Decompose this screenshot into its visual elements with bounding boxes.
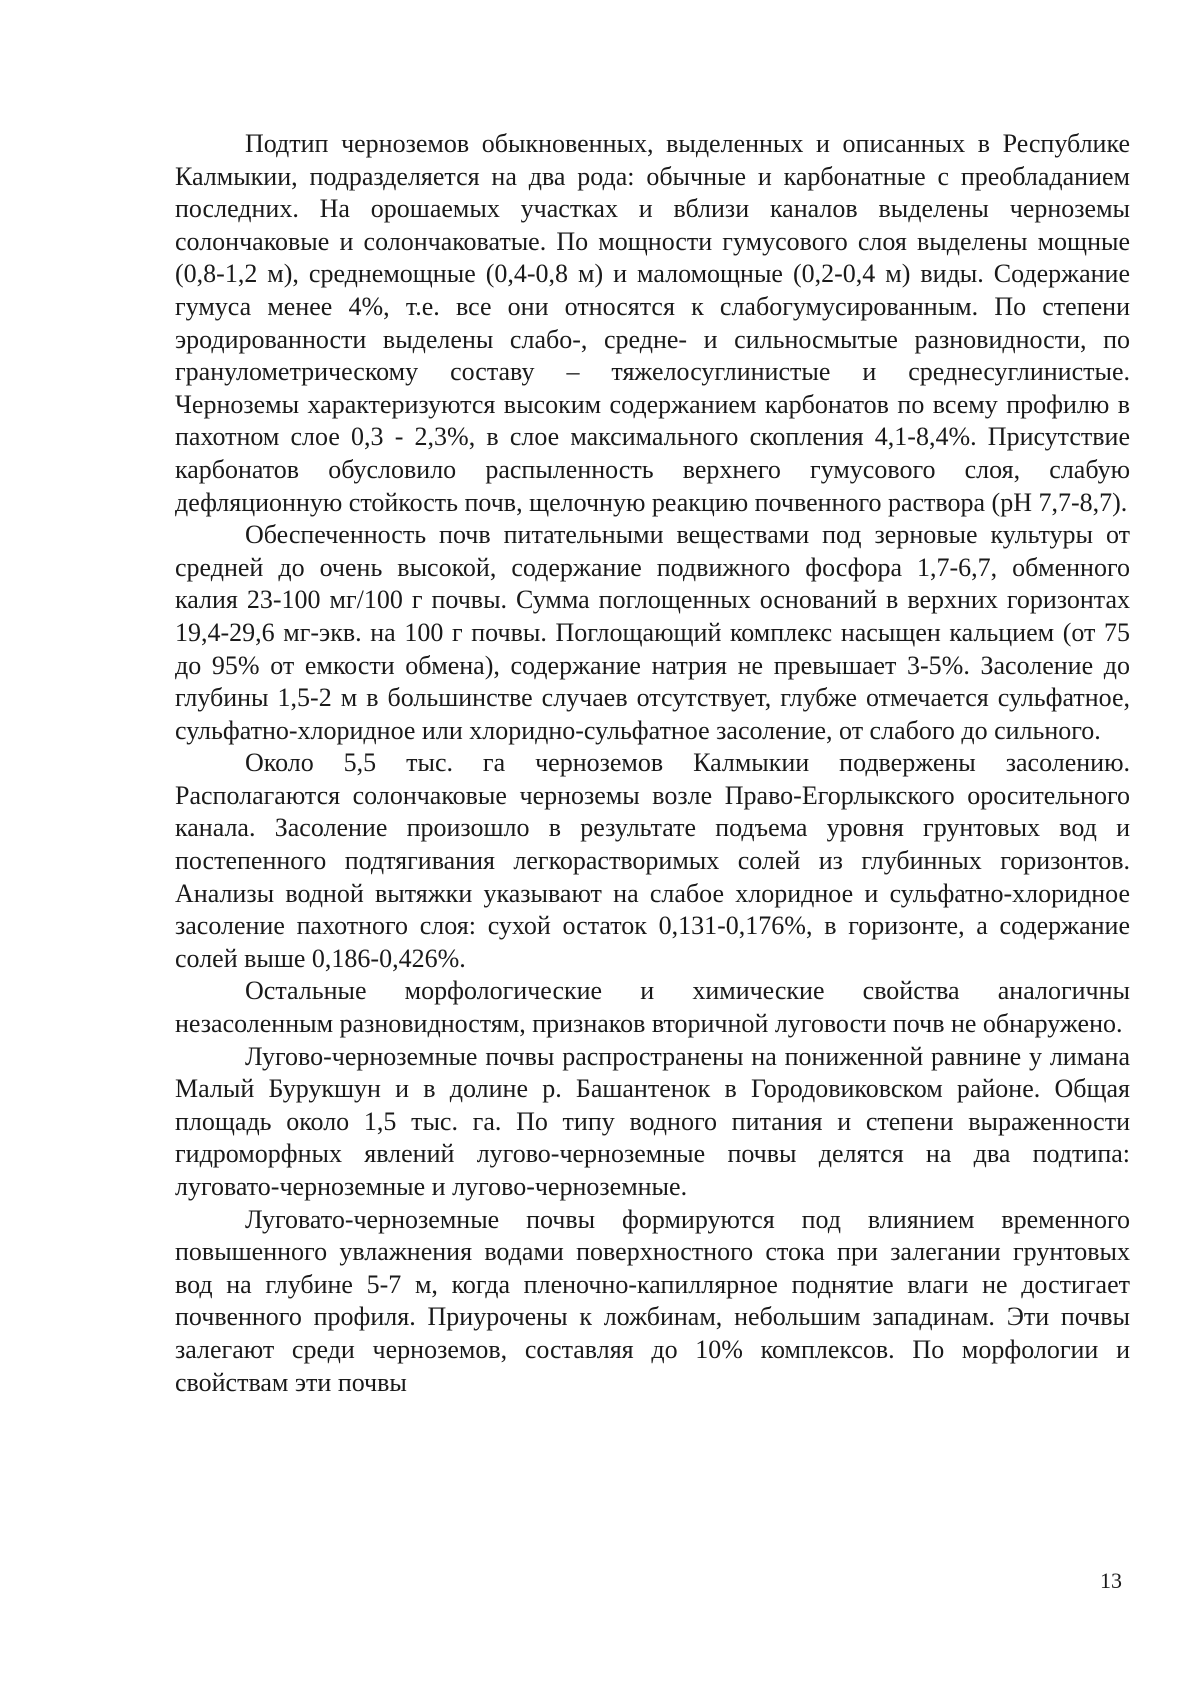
paragraph-2: Обеспеченность почв питательными веществами под зерновые культуры от средней до очень высокой, содержание подвижного фосфора 1,7-6,7, обменного калия 23-100 мг/100 г почвы. Сумма поглощенных оснований в верхних горизонтах 19,4-29,6 мг-экв. на 100 г почвы. Поглощающий комплекс насыщен кальцием (от 75 до 95% от емкости обмена), содержание натрия не превышает 3-5%. Засоление до глубины 1,5-2 м в большинстве случаев отсутствует, глубже отмечается сульфатное, сульфатно-хлоридное или хлоридно-сульфатное засоление, от слабого до сильного. (175, 520, 1130, 745)
paragraph-3: Около 5,5 тыс. га черноземов Калмыкии подвержены засолению. Располагаются солончаковые черноземы возле Право-Егорлыкского оросительного канала. Засоление произошло в результате подъема уровня грунтовых вод и постепенного подтягивания легкорастворимых солей из глубинных горизонтов. Анализы водной вытяжки указывают на слабое хлоридное и сульфатно-хлоридное засоление пахотного слоя: сухой остаток 0,131-0,176%, в горизонте, а содержание солей выше 0,186-0,426%. (175, 748, 1130, 973)
paragraph-5: Лугово-черноземные почвы распространены на пониженной равнине у лимана Малый Бурукшун и в долине р. Башантенок в Городовиковском районе. Общая площадь около 1,5 тыс. га. По типу водного питания и степени выраженности гидроморфных явлений лугово-черноземные почвы делятся на два подтипа: луговато-черноземные и лугово-черноземные. (175, 1041, 1130, 1201)
paragraph-4: Остальные морфологические и химические свойства аналогичны незасоленным разновидностям, признаков вторичной луговости почв не обнаружено. (175, 976, 1130, 1039)
body-text (175, 128, 1130, 1399)
paragraph-1: Подтип черноземов обыкновенных, выделенных и описанных в Республике Калмыкии, подразделяется на два рода: обычные и карбонатные с преобладанием последних. На орошаемых участках и вблизи каналов выделены черноземы солончаковые и солончаковатые. По мощности гумусового слоя выделены мощные (0,8-1,2 м), среднемощные (0,4-0,8 м) и маломощные (0,2-0,4 м) виды. Содержание гумуса менее 4%, т.е. все они относятся к слабогумусированным. По степени эродированности выделены слабо-, средне- и сильносмытые разновидности, по гранулометрическому составу – тяжелосуглинистые и среднесуглинистые. Черноземы характеризуются высоким содержанием карбонатов по всему профилю в пахотном слое 0,3 - 2,3%, в слое максимального скопления 4,1-8,4%. Присутствие карбонатов обусловило распыленность верхнего гумусового слоя, слабую дефляционную стойкость почв, щелочную реакцию почвенного раствора (рН 7,7-8,7). (175, 129, 1130, 517)
page-number: 13 (1100, 1568, 1122, 1593)
paragraph-6: Луговато-черноземные почвы формируются под влиянием временного повышенного увлажнения водами поверхностного стока при залегании грунтовых вод на глубине 5-7 м, когда пленочно-капиллярное поднятие влаги не достигает почвенного профиля. Приурочены к ложбинам, небольшим западинам. Эти почвы залегают среди черноземов, составляя до 10% комплексов. По морфологии и свойствам эти почвы (175, 1204, 1130, 1397)
